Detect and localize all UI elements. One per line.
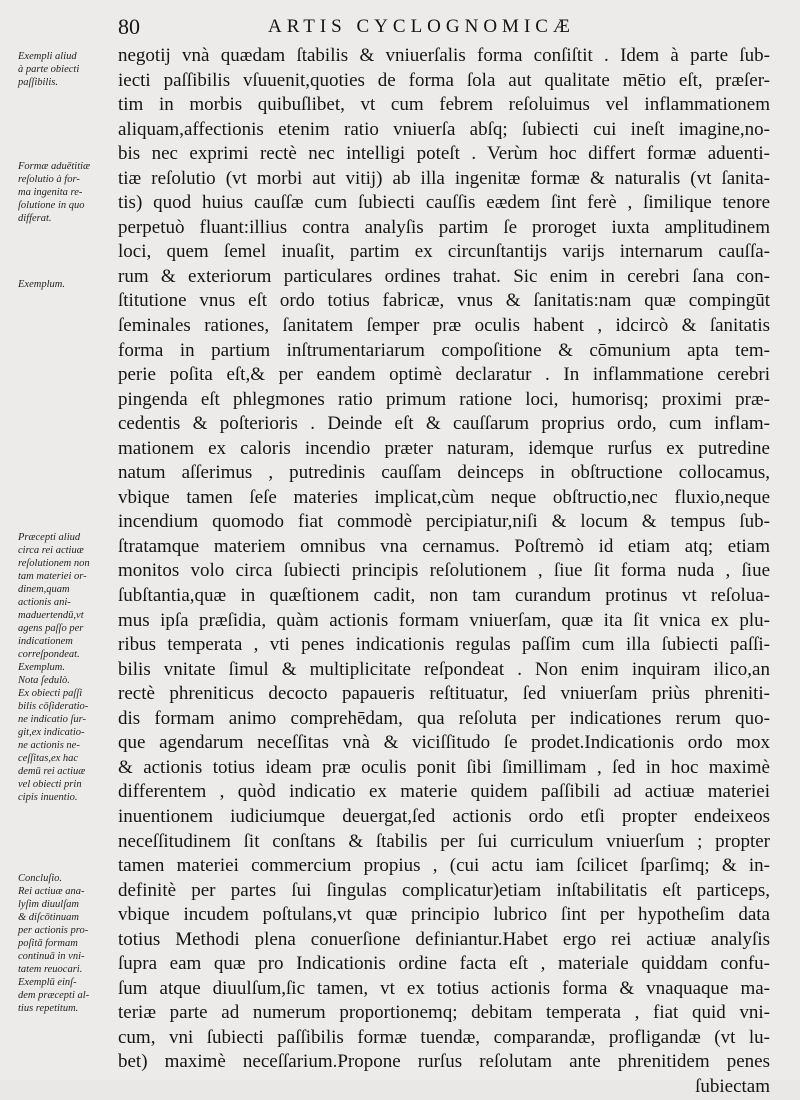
- margin-note-line: ceſſitas,ex hac: [18, 753, 79, 764]
- margin-note-line: reſolutionem non: [18, 558, 90, 569]
- margin-note-line: continuā in vni-: [18, 951, 85, 962]
- margin-note-line: Exemplū einſ-: [18, 977, 77, 988]
- text-line: natum aſſerimus , putredinis cauſſam deinceps in obſtructione collocamus,: [118, 462, 770, 484]
- margin-note-line: Præcepti aliud: [18, 532, 81, 543]
- margin-note-line: maduertendū,vt: [18, 610, 84, 621]
- text-line: cedentis & poſterioris . Deinde eſt & cauſſarum proprius ordo, cum inflam-: [118, 413, 770, 435]
- margin-note-line: Rei actiuæ ana-: [18, 886, 85, 897]
- text-line: loci, quem ſemel inuaſit, partim ex circunſtantijs varijs internarum cauſſa-: [118, 241, 770, 263]
- text-line: rectè phreniticus decocto papaueris reſtituatur, ſed vniuerſam priùs phreniti-: [118, 683, 770, 705]
- text-line: tiæ reſolutio (vt morbi aut vitij) ab illa ingenitæ formæ & naturalis (vt ſanita-: [118, 167, 770, 189]
- margin-note-line: Exemplum.: [18, 279, 65, 290]
- margin-note-1: [18, 50, 118, 89]
- text-line: ſtitutione vnus eſt ordo totius fabricæ, vnus & ſanitatis:nam quæ compingūt: [118, 290, 770, 312]
- text-line: ſtratamque materiem omnibus vna cernamus. Poſtremò id etiam atq; etiam: [118, 535, 770, 557]
- margin-note-line: Exempli aliud: [18, 51, 77, 62]
- text-line: teriæ parte ad numerum proportionemq; debitam temperata , fiat quid vni-: [118, 1002, 770, 1024]
- running-head: [118, 14, 758, 42]
- margin-note-line: dem præcepti al-: [18, 990, 90, 1001]
- text-line: bis nec exprimi rectè nec intelligi poteſt . Verùm hoc differt formæ aduenti-: [118, 143, 770, 165]
- text-line: mus ipſa præſidia, quàm actionis formam vniuerſam, quæ ita ſit vnica ex plu-: [118, 609, 770, 631]
- running-title: ARTIS CYCLOGNOMICÆ: [268, 16, 575, 37]
- margin-note-line: Nota ſedulò.: [18, 675, 70, 686]
- margin-note-5: [18, 872, 118, 1015]
- page-number: 80: [118, 14, 140, 39]
- text-line: totius Methodi plena conuerſione definiantur.Habet ergo rei actiuæ analyſis: [118, 928, 770, 950]
- margin-note-line: poſitā formam: [18, 938, 78, 949]
- text-line: negotij vnà quædam ſtabilis & vniuerſalis forma conſiſtit . Idem à parte ſub-: [118, 45, 770, 66]
- text-line: pingenda eſt phlegmones ratio primum ratione loci, humorisq; proximi præ-: [118, 388, 770, 410]
- margin-note-line: lyſim diuulſam: [18, 899, 79, 910]
- margin-note-line: ne indicatio ſur-: [18, 714, 87, 725]
- margin-note-line: & diſcōtinuam: [18, 912, 79, 923]
- text-line: ſupra eam quæ pro Indicationis ordine facta eſt , materiale quiddam confu-: [118, 953, 770, 975]
- text-line: perpetuò fluant:illius contra analyſis partim ſe proroget iuxta amplitudinem: [118, 216, 770, 238]
- margin-note-line: tatem reuocari.: [18, 964, 83, 975]
- margin-note-line: paſſibilis.: [18, 77, 58, 88]
- margin-note-line: demū rei actiuæ: [18, 766, 86, 777]
- text-line: tis) quod huius cauſſæ cum ſubiecti cauſſis eædem ſint ferè , ſimilique tenore: [118, 192, 770, 214]
- margin-note-3: [18, 278, 118, 291]
- text-line: ſeminales rationes, ſanitatem ſemper præ oculis habent , idcircò & ſanitatis: [118, 315, 770, 337]
- margin-note-line: bilis cōſideratio-: [18, 701, 89, 712]
- margin-note-line: differat.: [18, 213, 52, 224]
- main-text-column: [118, 44, 770, 1100]
- margin-note-4: [18, 531, 118, 804]
- text-line: bet) maximè neceſſarium.Propone rurſus reſolutam ante phrenitidem penes: [118, 1051, 770, 1073]
- text-line: forma in partium inſtrumentariarum compoſitione & cōmunium apta tem-: [118, 339, 770, 361]
- margin-note-line: Exemplum.: [18, 662, 65, 673]
- text-line: vbique tamen ſeſe materies implicat,cùm neque obſtructio,nec fluxio,neque: [118, 486, 770, 508]
- text-line: differentem , quòd indicatio ex materie quidem paſſibili ad actiuæ materiei: [118, 781, 770, 803]
- text-line: incendium quomodo fiat commodè percipiatur,niſi & locum & tempus ſub-: [118, 511, 770, 533]
- text-line: ſum atque diuulſum,ſic tamen, vt ex totius actionis forma & vnaquaque ma-: [118, 977, 770, 999]
- margin-note-line: per actionis pro-: [18, 925, 89, 936]
- text-line: tamen materiei commercium propius , (cui actu iam ſcilicet ſparſimq; & in-: [118, 855, 770, 877]
- text-line: bilis vnitate ſimul & multiplicitate reſpondeat . Non enim inquiram ilico,an: [118, 658, 770, 680]
- text-line: rum & exteriorum particulares ordines trahat. Sic enim in cerebri ſana con-: [118, 265, 770, 287]
- margin-note-line: agens paſſo per: [18, 623, 84, 634]
- margin-note-line: git,ex indicatio-: [18, 727, 85, 738]
- text-line: definitè per partes ſui ſingulas complicatur)etiam inſtabilitatis eſt particeps,: [118, 879, 770, 901]
- margin-note-line: actionis ani-: [18, 597, 71, 608]
- catchword: ſubiectam: [695, 1075, 770, 1097]
- margin-note-line: cipis inuentio.: [18, 792, 78, 803]
- margin-note-line: dinem,quam: [18, 584, 70, 595]
- text-line: perie poſita eſt,& per eandem optimè declaratur . In inflammatione cerebri: [118, 364, 770, 386]
- margin-note-line: circa rei actiuæ: [18, 545, 84, 556]
- margin-note-line: Ex obiecti paſſi: [18, 688, 83, 699]
- text-line: neceſſitudinem ſit conſtans & ſtabilis per ſui curriculum vniuerſum ; propter: [118, 830, 770, 852]
- text-line: inuentionem iudiciumque deuergat,ſed actionis ordo etſi propter endeixeos: [118, 805, 770, 827]
- margin-note-line: correſpondeat.: [18, 649, 80, 660]
- margin-note-line: vel obiecti prin: [18, 779, 82, 790]
- text-line: dis formam animo comprehēdam, qua reſoluta per indicationes rerum quo-: [118, 707, 770, 729]
- margin-note-line: Concluſio.: [18, 873, 63, 884]
- margin-note-line: ne actionis ne-: [18, 740, 80, 751]
- text-line: cum, vni ſubiecti paſſibilis formæ tuendæ, comparandæ, profligandæ (vt lu-: [118, 1026, 770, 1048]
- margin-note-line: tius repetitum.: [18, 1003, 79, 1014]
- text-line: que agendarum neceſſitas vnà & viciſſitudo ſe prodet.Indicationis ordo mox: [118, 732, 770, 754]
- text-line: monitos volo circa ſubiecti principis reſolutionem , ſiue ſit forma nuda , ſiue: [118, 560, 770, 582]
- margin-note-line: ſolutione in quo: [18, 200, 85, 211]
- text-line: ribus temperata , vti penes indicationis regulas paſſim cum illa ſubiecti paſſi-: [118, 634, 770, 656]
- margin-note-line: tam materiei or-: [18, 571, 87, 582]
- text-line: & actionis totius ideam præ oculis ponit ſibi ſimillimam , ſed in hoc maximè: [118, 756, 770, 778]
- text-line: iecti paſſibilis vſuuenit,quoties de forma ſola aut qualitate mētio eſt, præſer-: [118, 69, 770, 91]
- margin-note-line: Formæ aduētitiæ: [18, 161, 91, 172]
- margin-note-line: reſolutio à for-: [18, 174, 80, 185]
- margin-note-line: ma ingenita re-: [18, 187, 83, 198]
- text-line: tim in morbis quibuſlibet, vt cum febrem reſoluimus vel inflammationem: [118, 94, 770, 116]
- margin-note-2: [18, 160, 118, 225]
- text-line: ſubſtantia,quæ in quæſtionem cadit, non tam curandum protinus vt reſolua-: [118, 585, 770, 607]
- margin-note-line: à parte obiecti: [18, 64, 80, 75]
- text-line: mationem ex caloris incendio præter naturam, idemque rurſus ex putredine: [118, 437, 770, 459]
- text-line: vbique incudem poſtulans,vt quæ principio lubrico ſint per hypotheſim data: [118, 904, 770, 926]
- text-line: aliquam,affectionis etenim ratio vniuerſa abſq; ſubiecti cui ineſt imagine,no-: [118, 118, 770, 140]
- margin-note-line: indicationem: [18, 636, 73, 647]
